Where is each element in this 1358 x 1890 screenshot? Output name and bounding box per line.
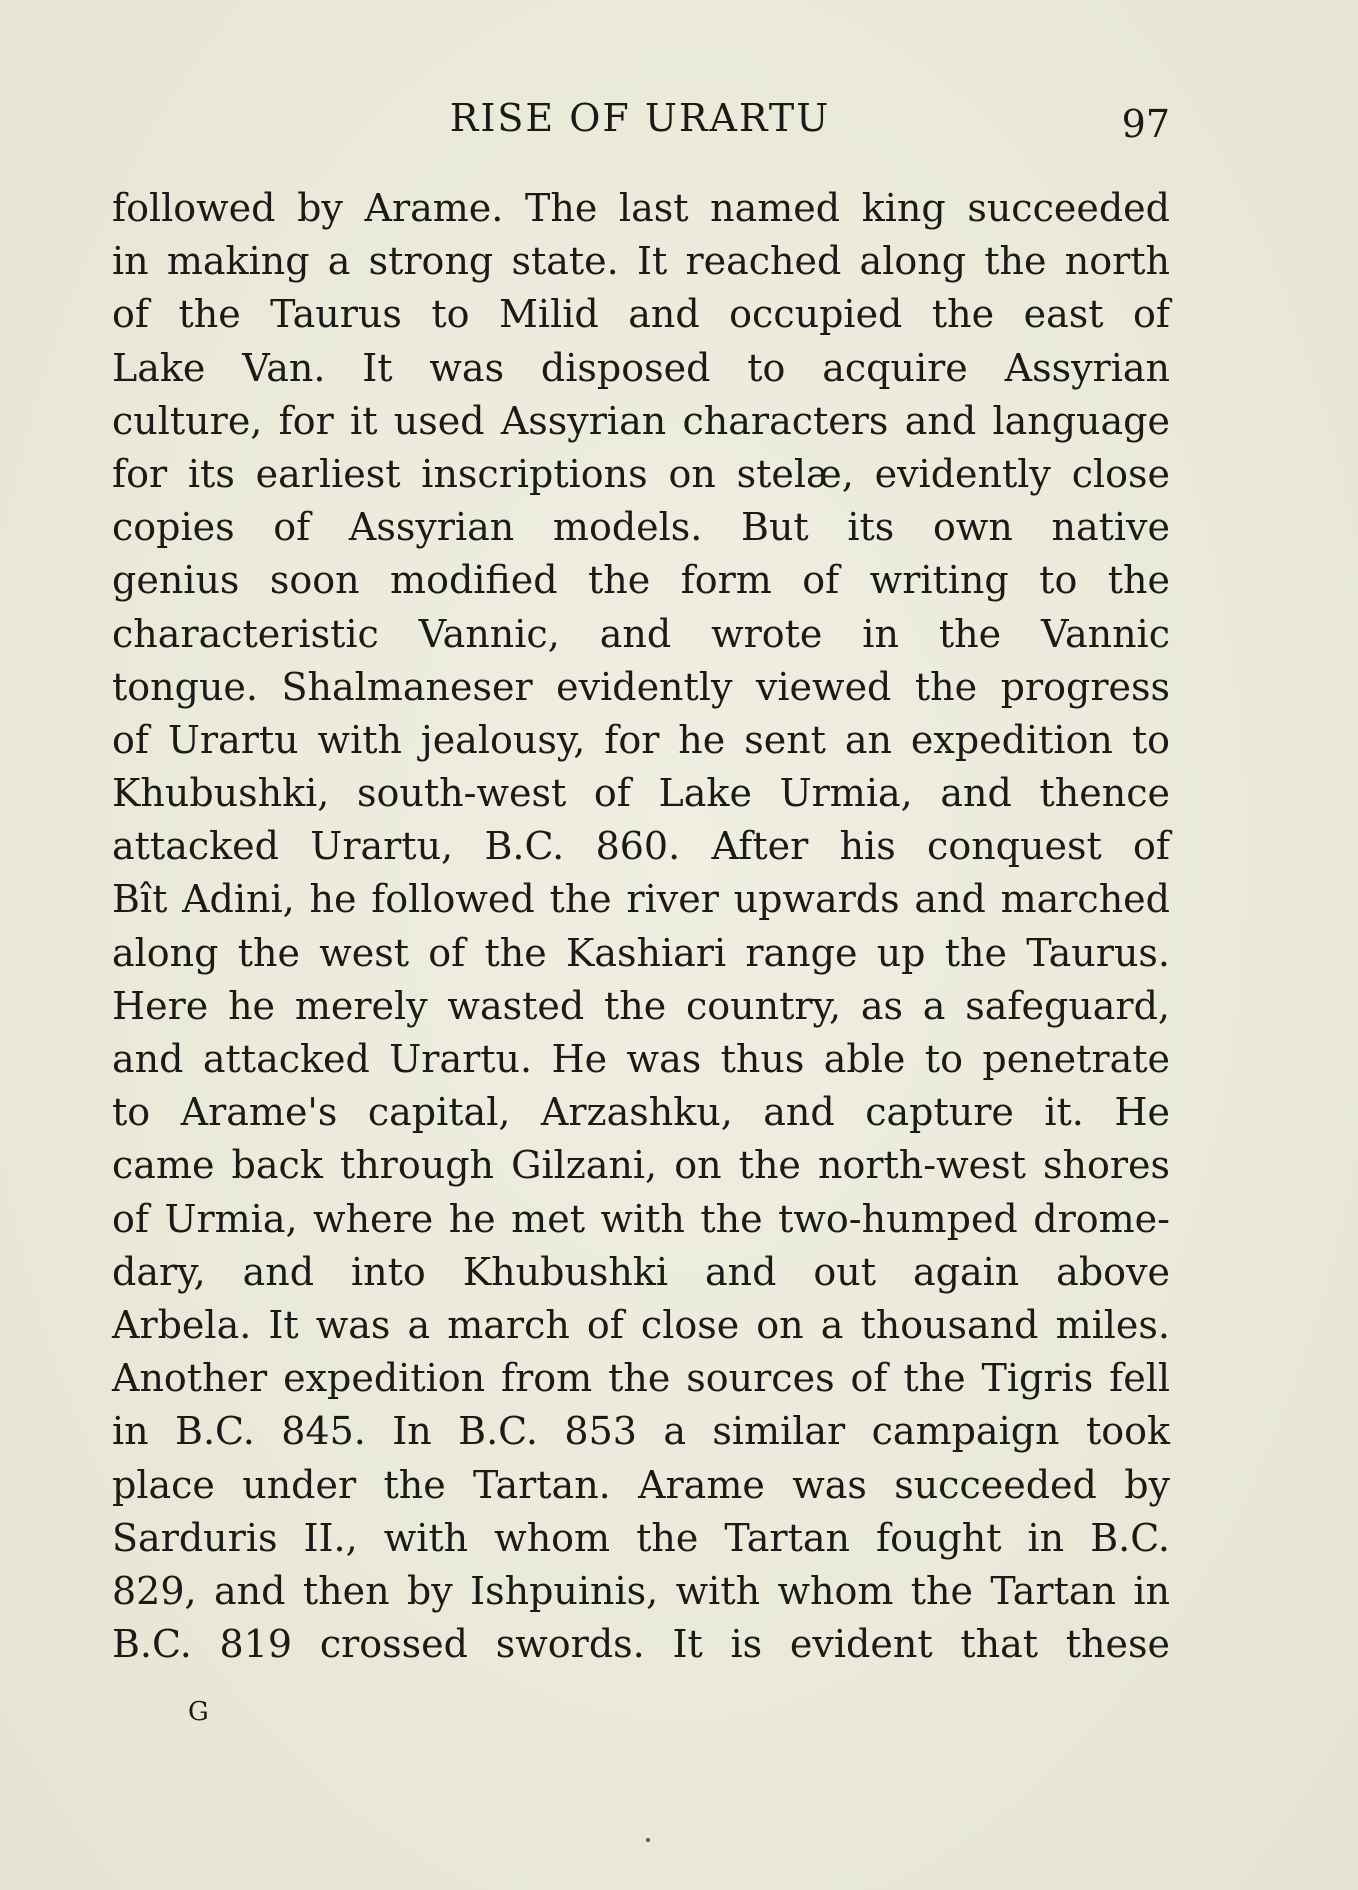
- text-line: dary, and into Khubushki and out again above: [112, 1249, 1170, 1294]
- text-line: place under the Tartan. Arame was succeeded by: [112, 1462, 1170, 1507]
- text-line: B.C. 819 crossed swords. It is evident that these: [112, 1622, 1170, 1667]
- text-line: attacked Urartu, B.C. 860. After his conquest of: [112, 824, 1170, 869]
- text-line: in B.C. 845. In B.C. 853 a similar campaign took: [112, 1409, 1170, 1454]
- signature-mark: G: [188, 1697, 209, 1727]
- text-line: Khubushki, south-west of Lake Urmia, and thence: [112, 771, 1170, 816]
- text-line: genius soon modified the form of writing to the: [112, 558, 1170, 603]
- text-line: Sarduris II., with whom the Tartan fought in B.C.: [112, 1515, 1170, 1560]
- text-line: of Urmia, where he met with the two-humped drome-: [112, 1196, 1170, 1241]
- text-line: characteristic Vannic, and wrote in the Vannic: [112, 611, 1170, 656]
- text-line: Here he merely wasted the country, as a safeguard,: [112, 983, 1170, 1028]
- body-text: [112, 182, 1170, 1671]
- text-line: came back through Gilzani, on the north-west shores: [112, 1143, 1170, 1188]
- text-line: of Urartu with jealousy, for he sent an expedition to: [112, 717, 1170, 762]
- chapter-title: RISE OF URARTU: [449, 96, 831, 140]
- text-line: of the Taurus to Milid and occupied the east of: [112, 292, 1170, 337]
- paper-speck: [646, 1838, 650, 1842]
- text-line: Lake Van. It was disposed to acquire Assyrian: [112, 345, 1170, 390]
- page-number: 97: [1121, 102, 1170, 146]
- text-line: for its earliest inscriptions on stelæ, evidently close: [112, 451, 1170, 496]
- text-line: and attacked Urartu. He was thus able to penetrate: [112, 1037, 1170, 1081]
- text-line: to Arame's capital, Arzashku, and capture it. He: [112, 1090, 1170, 1135]
- text-line: Another expedition from the sources of the Tigris fell: [112, 1356, 1170, 1401]
- text-line: 829, and then by Ishpuinis, with whom the Tartan in: [112, 1568, 1170, 1613]
- text-line: culture, for it used Assyrian characters and language: [112, 398, 1170, 443]
- text-line: Arbela. It was a march of close on a thousand miles.: [112, 1302, 1170, 1347]
- text-line: along the west of the Kashiari range up the Taurus.: [112, 930, 1170, 975]
- text-line: Bît Adini, he followed the river upwards and marched: [112, 877, 1170, 922]
- text-line: in making a strong state. It reached along the north: [112, 239, 1170, 284]
- text-line: tongue. Shalmaneser evidently viewed the progress: [112, 664, 1170, 709]
- running-head: [110, 88, 1170, 148]
- text-line: followed by Arame. The last named king succeeded: [112, 186, 1170, 230]
- text-line: copies of Assyrian models. But its own native: [112, 505, 1170, 550]
